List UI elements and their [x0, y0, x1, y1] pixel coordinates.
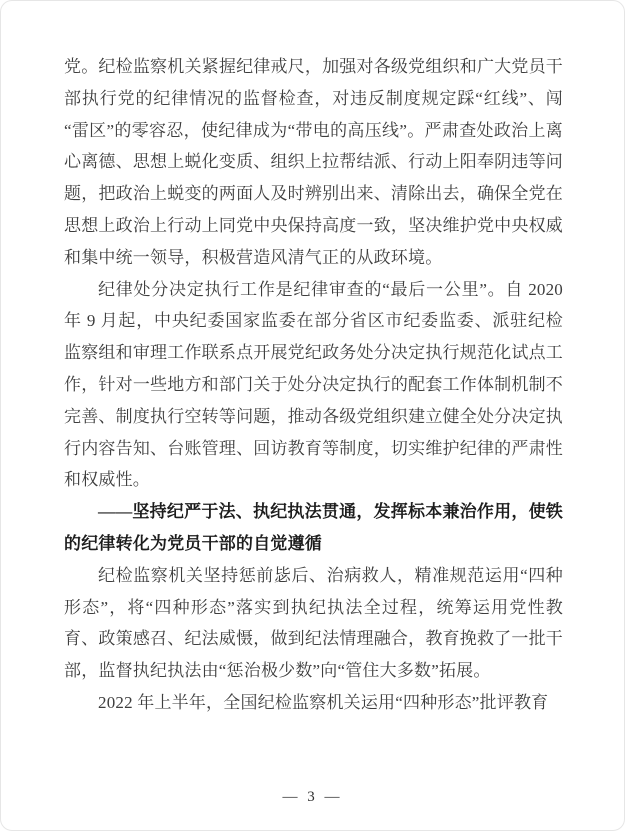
paragraph: 纪检监察机关坚持惩前毖后、治病救人，精准规范运用“四种形态”，将“四种形态”落实到执纪执法全过程，统筹运用党性教育、政策感召、纪法威慑，做到纪法情理融合，教育挽救了一批干部，监督执纪执法由“惩治极少数”向“管住大多数”拓展。 [64, 565, 563, 681]
paragraph: 党。纪检监察机关紧握纪律戒尺，加强对各级党组织和广大党员干部执行党的纪律情况的监督检查，对违反制度规定踩“红线”、闯“雷区”的零容忍，使纪律成为“带电的高压线”。严肃查处政治上离心离德、思想上蜕化变质、组织上拉帮结派、行动上阳奉阴违等问题，把政治上蜕变的两面人及时辨别出来、清除出去，确保全党在思想上政治上行动上同党中央保持高度一致，坚决维护党中央权威和集中统一领导，积极营造风清气正的从政环境。 [64, 57, 563, 267]
page-number: — 3 — [282, 789, 343, 805]
paragraph: 2022 年上半年，全国纪检监察机关运用“四种形态”批评教育 [98, 692, 549, 712]
paragraph: 纪律处分决定执行工作是纪律审查的“最后一公里”。自 2020 年 9 月起，中央纪委国家监委在部分省区市纪委监委、派驻纪检监察组和审理工作联系点开展党纪政务处分决定执行规范化试点工作，针对一些地方和部门关于处分决定执行的配套工作体制机制不完善、制度执行空转等问题，推动各级党组织建立健全处分决定执行内容告知、台账管理、回访教育等制度，切实维护纪律的严肃性和权威性。 [64, 279, 563, 490]
page-footer [1, 789, 624, 806]
document-body [64, 51, 563, 719]
section-heading: ——坚持纪严于法、执纪执法贯通，发挥标本兼治作用，使铁的纪律转化为党员干部的自觉遵循 [64, 502, 563, 553]
